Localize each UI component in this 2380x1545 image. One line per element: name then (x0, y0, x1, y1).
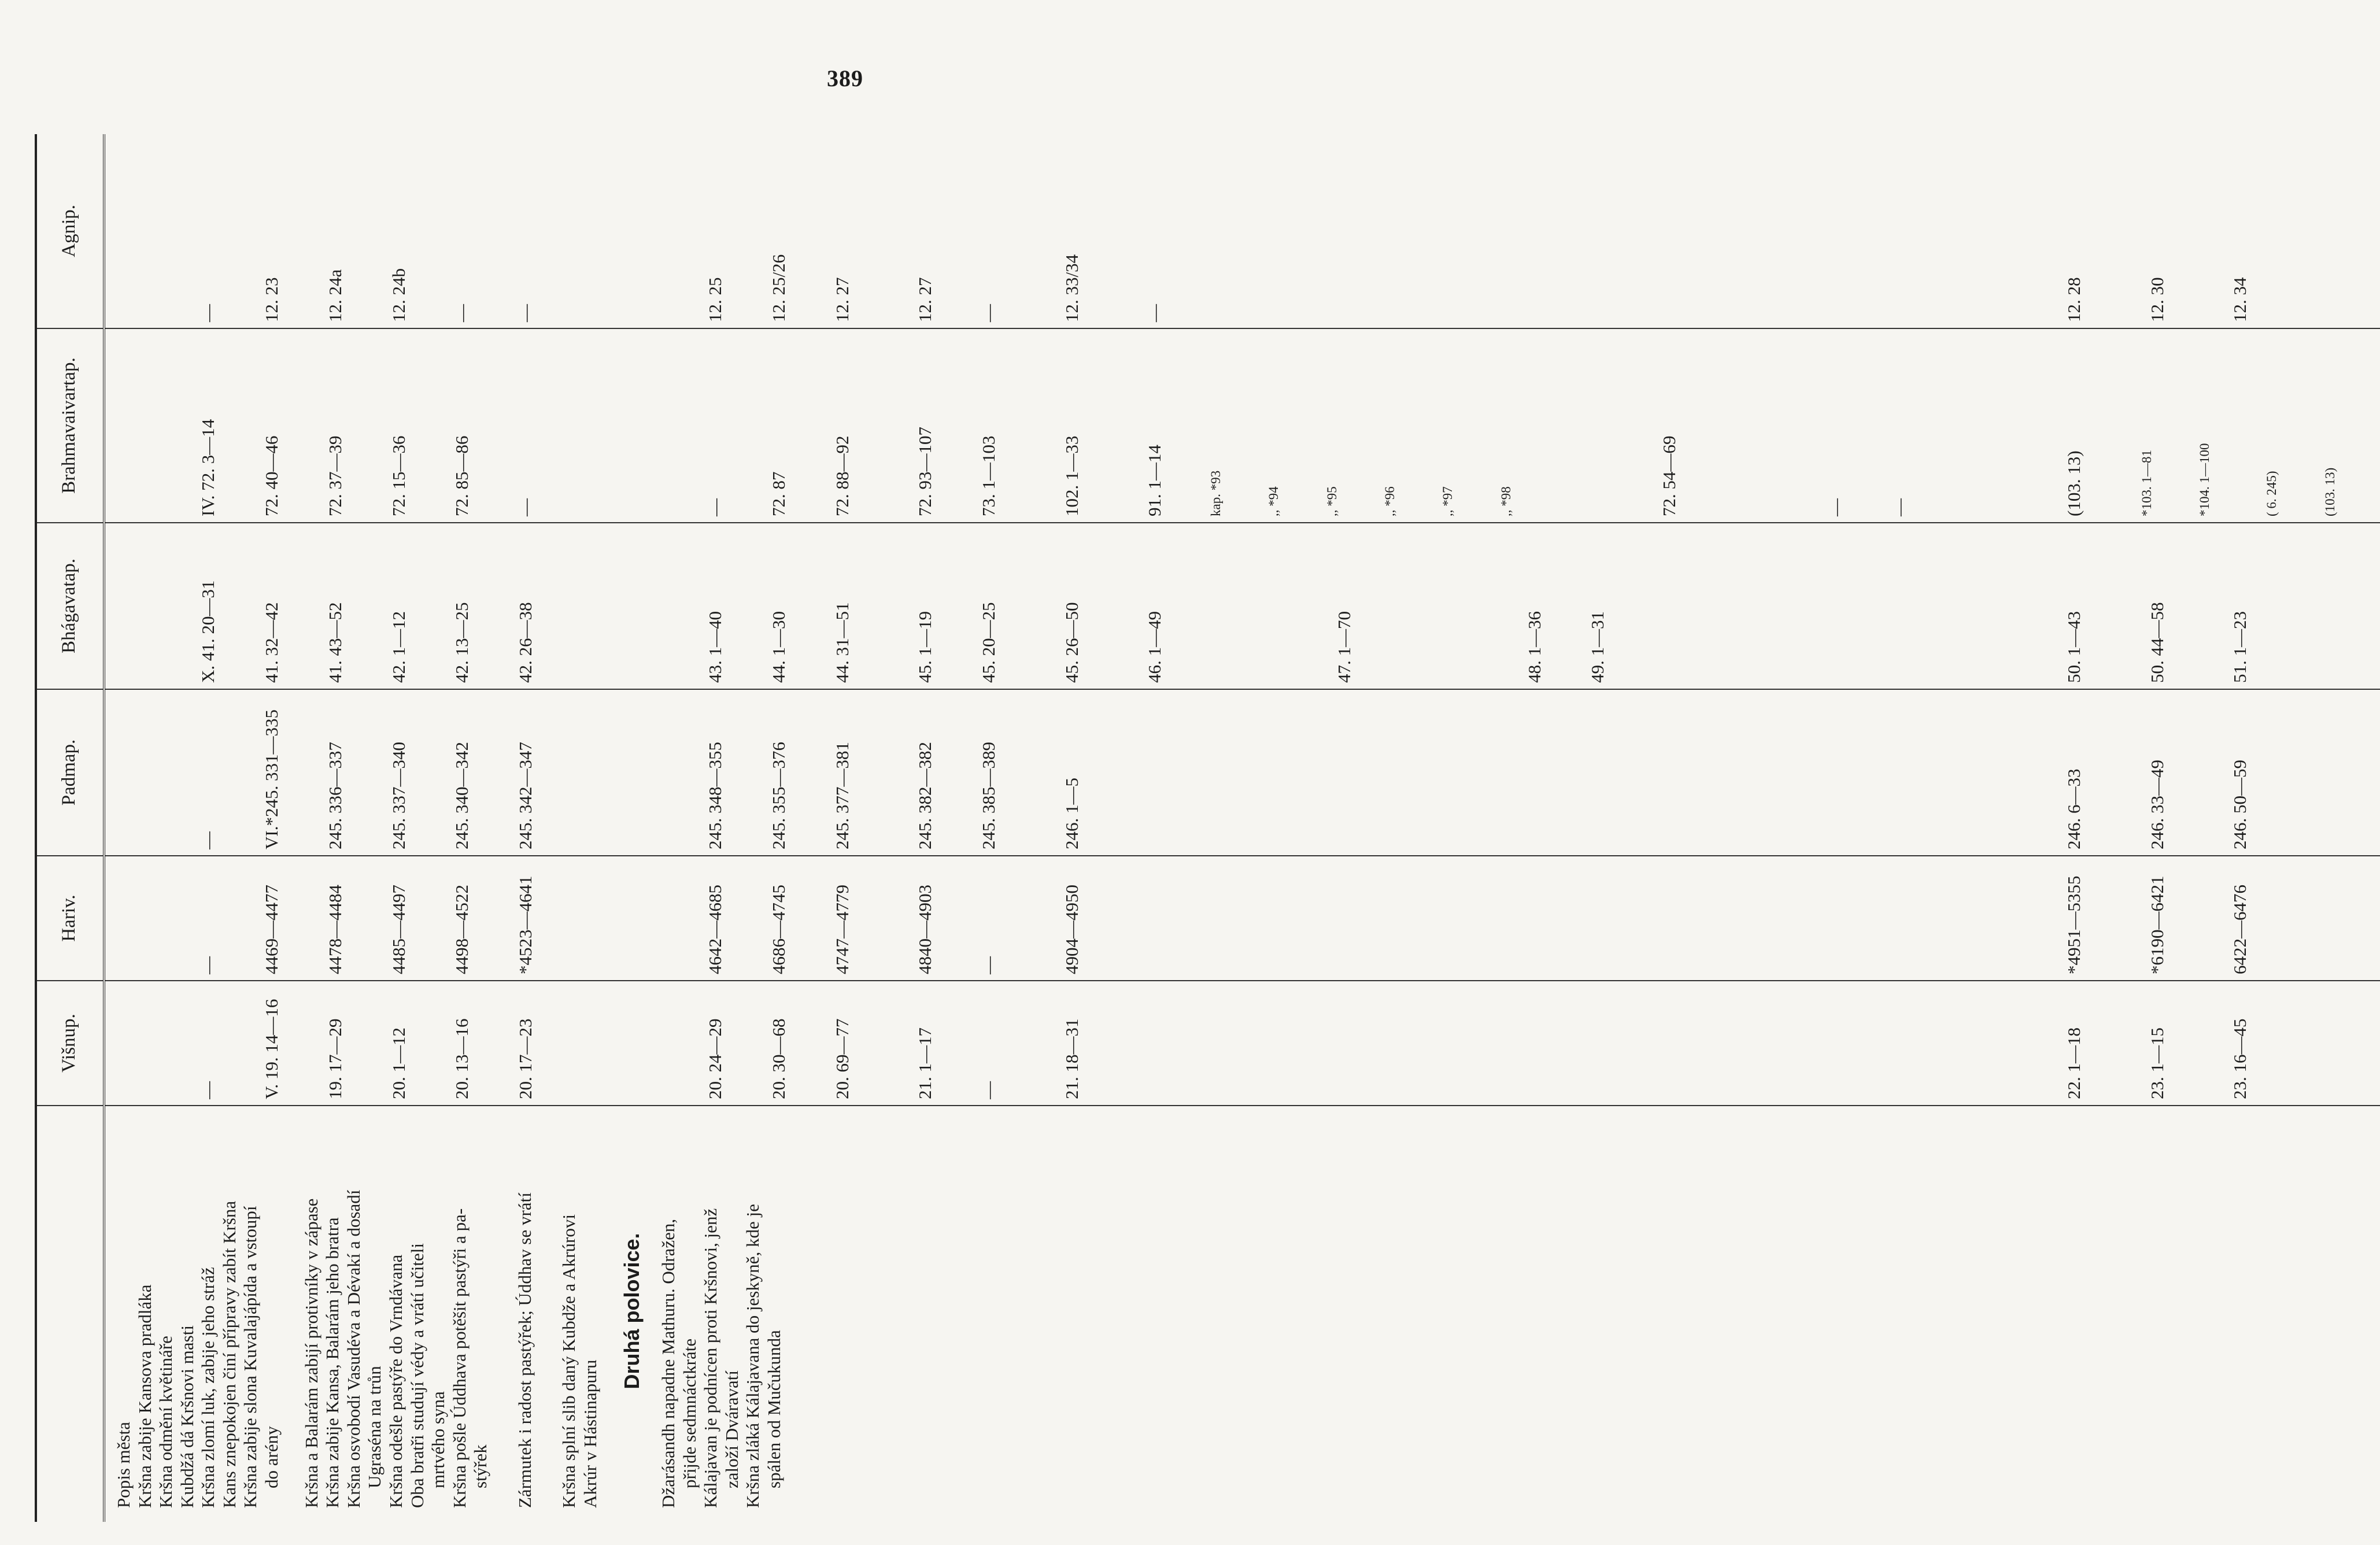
list-item: Kršna splní slib daný Kubdže a Akrúrovi (559, 1214, 579, 1508)
description-column (104, 1106, 2013, 1522)
table-cell: IV. 72. 3—14 (198, 419, 219, 516)
table-cell: 20. 30—68 (768, 1018, 789, 1099)
concordance-table (35, 134, 2380, 1522)
padma-column (104, 689, 2013, 856)
table-cell: — (1144, 304, 1165, 322)
table-cell: 102. 1—33 (1061, 435, 1082, 516)
list-item: Kršna zláká Kálajavana do jeskyně, kde je (742, 1204, 763, 1508)
group-1-brahmavaivarta (156, 335, 579, 516)
table-cell: — (198, 1081, 219, 1099)
table-cell: 72. 15—36 (388, 435, 409, 516)
table-cell: — (978, 1081, 999, 1099)
spacer-cell (2013, 1106, 2380, 1522)
header-row (35, 134, 104, 1522)
group-4-bhagavata (1481, 529, 1651, 683)
brahmavaivarta-second-half (2013, 328, 2380, 523)
hariv-column (104, 856, 2013, 981)
header-description (35, 1106, 104, 1522)
table-cell: 72. 88—92 (831, 435, 852, 516)
table-cell: 72. 54—69 (1659, 435, 1680, 516)
table-cell: 41. 43—52 (324, 602, 345, 683)
section-title: Druhá polovice. (619, 1233, 644, 1389)
table-cell: 20. 13—16 (452, 1018, 472, 1099)
list-item: Popis města (113, 1422, 134, 1508)
table-cell: — (978, 956, 999, 974)
table-cell: 42. 1—12 (388, 611, 409, 683)
table-cell: 12. 27 (915, 277, 936, 322)
table-cell: 73. 1—103 (978, 435, 999, 516)
table-cell: ,, *96 (1383, 486, 1398, 516)
list-item: spálen od Mučukunda (763, 1330, 784, 1488)
table-cell: 245. 336—337 (324, 742, 345, 849)
page-number: 389 (827, 65, 863, 91)
table-cell: 4840—4903 (915, 885, 936, 974)
table-cell: 44. 1—30 (768, 611, 789, 683)
list-item: Ugraséna na trůn (364, 1366, 385, 1488)
table-cell: *4951—5355 (2064, 875, 2084, 974)
table-cell: — (198, 956, 219, 974)
list-item: Kans znepokojen činí přípravy zabít Kršna (219, 1200, 239, 1508)
list-item: Zármutek i radost pastýřek; Úddhav se vrátí (514, 1192, 535, 1508)
table-cell: 20. 17—23 (515, 1018, 535, 1099)
table-cell: 43. 1—40 (705, 611, 726, 683)
brahmavaivarta-column (104, 328, 2013, 523)
table-cell: 49. 1—31 (1587, 611, 1608, 683)
table-cell: 4478—4484 (324, 885, 345, 974)
group-5-desc (658, 1114, 785, 1508)
list-item: Kálajavan je podnícen proti Kršnovi, jenž (700, 1208, 721, 1508)
group-2-brahmavaivarta (663, 335, 1556, 516)
table-cell: 72. 40—46 (261, 435, 282, 516)
table-cell: 4498—4522 (452, 885, 472, 974)
vishnu-second-half (2013, 981, 2380, 1106)
table-cell: VI.*245. 331—335 (261, 709, 282, 849)
table-cell: 12. 27 (831, 277, 852, 322)
table-cell: 12. 28 (2064, 277, 2084, 322)
table-cell: 246. 50—59 (2230, 760, 2250, 849)
table-cell: — (198, 831, 219, 849)
table-cell: 47. 1—70 (1334, 611, 1355, 683)
table-cell: — (452, 304, 472, 322)
group-4-desc (559, 1114, 601, 1508)
group-3-brahmavaivarta (1617, 335, 1723, 516)
table-cell: 4642—4685 (705, 885, 726, 974)
table-cell: — (705, 498, 726, 516)
vishnu-column (104, 981, 2013, 1106)
table-cell: X. 41. 20—31 (198, 580, 219, 683)
table-cell: 12. 24a (324, 269, 345, 322)
table-body-row (104, 134, 2013, 1522)
table-cell: 42. 13—25 (452, 602, 472, 683)
table-cell: 20. 24—29 (705, 1018, 726, 1099)
list-item: Džarásandh napadne Mathuru. Odražen, (658, 1218, 679, 1508)
table-cell: ,, *98 (1498, 486, 1513, 516)
list-item: mrtvého syna (428, 1391, 449, 1488)
table-cell: 246. 1—5 (1061, 778, 1082, 849)
group-2-padma (663, 696, 1125, 849)
table-cell: 51. 1—23 (2230, 611, 2250, 683)
table-cell: ,, *95 (1324, 486, 1339, 516)
table-cell: — (515, 304, 535, 322)
table-cell: 4904—4950 (1061, 885, 1082, 974)
group-1-desc (113, 1114, 283, 1508)
list-item: založí Dváravatí (721, 1370, 742, 1488)
group-3-desc (515, 1114, 536, 1508)
table-cell: — (198, 304, 219, 322)
table-cell: 245. 337—340 (388, 742, 409, 849)
list-item: Kršna zabije Kansova pradláka (134, 1284, 155, 1508)
table-cell: 12. 25/26 (768, 254, 789, 322)
table-cell: 245. 340—342 (452, 742, 472, 849)
table-cell: 20. 1—12 (388, 1027, 409, 1099)
list-item: Kršna a Balarám zabijí protivníky v zápase (301, 1198, 321, 1508)
table-cell: 45. 20—25 (978, 602, 999, 683)
list-item: Kršna pošle Úddhava potěšit pastýři a pa- (449, 1208, 470, 1508)
table-cell: 23. 1—15 (2146, 1027, 2167, 1099)
list-item: Oba bratři studují védy a vrátí učiteli (406, 1243, 427, 1508)
table-cell: 12. 23 (261, 277, 282, 322)
table-cell: 245. 382—382 (915, 742, 936, 849)
table-cell: 12. 30 (2146, 277, 2167, 322)
group-1-padma (156, 696, 579, 849)
table-cell: — (978, 304, 999, 322)
header-padma: Padmap. (35, 689, 104, 856)
group-2-hariv (663, 862, 1125, 974)
list-item: přijde sedmnáctkráte (679, 1338, 700, 1488)
table-cell: 72. 87 (768, 471, 789, 516)
header-brahmavaivarta: Brahmavaivartap. (35, 328, 104, 523)
table-cell: 21. 1—17 (915, 1027, 936, 1099)
table-cell: *4523—4641 (515, 875, 535, 974)
table-cell: — (1825, 498, 1846, 516)
table-cell: 245. 377—381 (831, 742, 852, 849)
table-cell: V. 19. 14—16 (261, 999, 282, 1099)
list-item: Kubdžá dá Kršnovi masti (176, 1325, 197, 1508)
table-cell: 4469—4477 (261, 885, 282, 974)
table-cell: 42. 26—38 (515, 602, 535, 683)
table-cell: (103. 13) (2322, 467, 2337, 516)
table-cell: 12. 33/34 (1061, 254, 1082, 322)
list-item: Akrúr v Hástinapuru (579, 1359, 600, 1508)
bhagavata-column (104, 523, 2013, 689)
table-cell: 246. 33—49 (2146, 760, 2167, 849)
table-cell: 246. 6—33 (2064, 768, 2084, 849)
table-cell: 245. 355—376 (768, 742, 789, 849)
header-agni: Agnip. (35, 134, 104, 328)
table-cell: 4747—4779 (831, 885, 852, 974)
table-cell: (103. 13) (2064, 450, 2084, 516)
table-cell: — (515, 498, 535, 516)
table-cell: 19. 17—29 (324, 1018, 345, 1099)
list-item: Kršna zlomí luk, zabije jeho stráž (198, 1267, 219, 1508)
group-1-bhagavata (156, 529, 579, 683)
list-item: Kršna odešle pastýře do Vrndávana (385, 1254, 406, 1508)
concordance-table-rotated (35, 134, 2337, 1522)
table-cell: 72. 85—86 (452, 435, 472, 516)
group-2-vishnu (663, 987, 1125, 1099)
table-cell: kap. *93 (1209, 470, 1224, 516)
table-cell: 23. 16—45 (2230, 1018, 2250, 1099)
table-cell: 45. 26—50 (1061, 602, 1082, 683)
table-cell: 41. 32—42 (261, 602, 282, 683)
header-vishnu: Višnup. (35, 981, 104, 1106)
table-cell: 12. 24b (388, 268, 409, 322)
table-cell: 245. 348—355 (705, 742, 726, 849)
table-cell: 4485—4497 (388, 885, 409, 974)
group-1-hariv (156, 862, 579, 974)
list-item: Kršna zabije slona Kuvalajápída a vstoupí (240, 1206, 261, 1508)
header-bhagavata: Bhágavatap. (35, 523, 104, 689)
list-item: stýřek (470, 1444, 491, 1488)
table-row-second-half (2013, 134, 2380, 1522)
table-cell: 21. 18—31 (1061, 1018, 1082, 1099)
list-item: Kršna zabije Kansa, Balarám jeho bratra (322, 1217, 343, 1508)
table-cell: 50. 44—58 (2146, 602, 2167, 683)
agni-column (104, 134, 2013, 328)
table-cell: 72. 37—39 (324, 435, 345, 516)
hariv-second-half (2013, 856, 2380, 981)
table-cell: 22. 1—18 (2064, 1027, 2084, 1099)
table-cell: 72. 93—107 (915, 427, 936, 516)
list-item: do arény (261, 1426, 282, 1488)
table-cell: ,, *94 (1266, 486, 1281, 516)
table-cell: *103. 1—81 (2139, 450, 2154, 516)
group-3-bhagavata (1292, 529, 1398, 683)
table-cell: — (1889, 498, 1909, 516)
group-1-agni (156, 140, 579, 322)
table-cell: 48. 1—36 (1524, 611, 1544, 683)
table-cell: 6422—6476 (2230, 885, 2250, 974)
table-cell: 4686—4745 (768, 885, 789, 974)
table-cell: 46. 1—49 (1144, 611, 1165, 683)
table-cell: 50. 1—43 (2064, 611, 2084, 683)
table-cell: 44. 31—51 (831, 602, 852, 683)
bhagavata-second-half (2013, 523, 2380, 689)
group-1-vishnu (156, 987, 579, 1099)
agni-second-half (2013, 134, 2380, 328)
group-2-agni (663, 140, 1208, 322)
table-cell: *104. 1—100 (2197, 443, 2212, 516)
table-cell: 245. 385—389 (978, 742, 999, 849)
group-4-brahmavaivarta (1783, 335, 1953, 516)
list-item: Kršna odmění květináře (156, 1336, 176, 1508)
table-cell: 20. 69—77 (831, 1018, 852, 1099)
padma-second-half (2013, 689, 2380, 856)
table-cell: ,, *97 (1440, 486, 1455, 516)
group-2-desc (301, 1114, 491, 1508)
header-hariv: Hariv. (35, 856, 104, 981)
table-cell: 12. 34 (2230, 277, 2250, 322)
group-2-bhagavata (663, 529, 1208, 683)
table-cell: *6190—6421 (2146, 875, 2167, 974)
table-cell: 245. 342—347 (515, 742, 535, 849)
table-cell: 91. 1—14 (1144, 445, 1165, 516)
list-item: Kršna osvobodí Vasudéva a Dévakí a dosadí (343, 1189, 364, 1508)
table-cell: ( 6. 245) (2264, 471, 2279, 516)
table-cell: 45. 1—19 (915, 611, 936, 683)
table-cell: 12. 25 (705, 277, 726, 322)
